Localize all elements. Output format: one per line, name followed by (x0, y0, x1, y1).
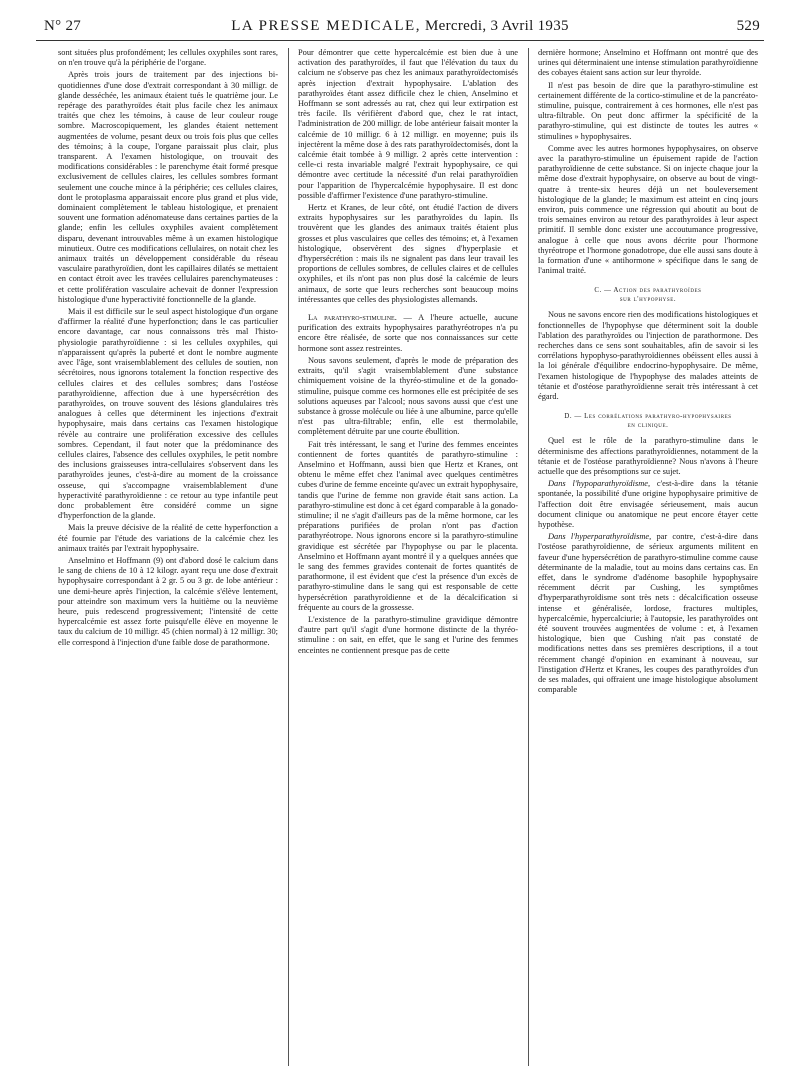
paragraph: Anselmino et Hoffmann (9) ont d'abord dosé le calcium dans le sang de chiens de 10 à 12 kilogr. ayant reçu une dose d'extrait hypophysaire correspondant à 2 gr. 5 ou 3 gr. de lobe antérieur : une demi-heure après l'injection, la calcémie s'élève lentement, pour atteindre son maximum vers la huitième ou la neuvième heure, puis redescend progressivement; l'intensité de cette hypercalcémie est assez forte puisqu'elle élève en moyenne le taux du calcium de 10 milligr. 45 (chien normal) à 12 milligr. 30; elle correspond à l'injection d'une faible dose de parathormone. (58, 555, 278, 647)
paragraph: Pour démontrer que cette hypercalcémie est bien due à une activation des parathyroïdes, il faut que l'élévation du taux du calcium ne s'observe pas chez les animaux parathyroïdectomisés après injection d'extrait hypophysaire. L'ablation des parathyroïdes étant assez difficile chez le chien, Anselmino et Hoffmann se sont adressés au rat, chez qui leur extirpation est très facile. Ils vérifièrent d'abord que, chez le rat intact, l'administration de 200 milligr. de lobe antérieur faisait monter la calcémie de 10 milligr. 6 à 12 milligr. en moyenne; puis ils injectèrent la même dose à des rats parathyroïdectomisés, dont la calcémie était tombée à 9 milligr. 2 après cette intervention : celle-ci resta invariable malgré l'extrait hypophysaire, ce qui démontre avec certitude la nécessité d'un relai parathyroïdien pour l'apparition de l'hypercalcémie hypophysaire. Il est donc possible d'affirmer l'existence d'une parathyro-stimuline. (298, 48, 518, 200)
run-in-heading: La parathyro-stimuline. (308, 313, 397, 323)
section-heading-c (538, 286, 758, 304)
text-column-3 (538, 48, 758, 1066)
paragraph (538, 479, 758, 530)
paragraph: Mais la preuve décisive de la réalité de cette hyperfonction a été fournie par l'étude des variations de la calcémie chez les animaux traités par l'extrait hypophysaire. (58, 523, 278, 553)
issue-number: N° 27 (44, 18, 82, 34)
text-column-1 (58, 48, 278, 1066)
paragraph: Nous ne savons encore rien des modifications histologiques et fonctionnelles de l'hypophyse que déterminent soit la double l'ablation des parathyroïdes ou l'injection de parathormone. Des recherches dans ce sens sont souhaitables, afin de savoir si les corrélations hypophyso-parathyroïdiennes obéissent elles aussi à la loi générale d'équilibre endocrino-hypophysaire. De même, l'examen histologique de l'hypophyse des malades atteints de tétanie et d'ostéose parathyroïdienne serait très intéressant à cet égard. (538, 310, 758, 402)
paragraph (298, 313, 518, 354)
paragraph-text: par contre, c'est-à-dire dans l'ostéose parathyroïdienne, de sérieux arguments militent en faveur d'une hypersécrétion de parathyro-stimuline comme cause déterminante de la maladie, tout au moins dans certains cas. En effet, dans le syndrome d'adénome basophile hypophysaire récemment décrit par Cushing, les symptômes d'hyperparathyroïdisme sont très nets : décalcification osseuse intense et généralisée, lordose, fractures multiples, hypercalcémie, hypercalciurie; à l'autopsie, les parathyroïdes ont été souvent trouvées augmentées de volume : et, à l'examen histologique, bien que Cushing n'ait pas constaté de modifications nettes dans ses premières descriptions, il a tout récemment changé d'opinion en examinant à nouveau, sur l'instigation d'Hertz et Kranes, les coupes des parathyroïdes d'un de ses malades, qui offraient une image histologique absolument comparable (538, 532, 758, 695)
running-title (36, 18, 764, 35)
section-heading-line: en clinique. (627, 422, 669, 430)
paragraph: Il n'est pas besoin de dire que la parathyro-stimuline est certainement différente de la cortico-stimuline et de la pancréato-stimuline, puisque, contrairement à ces hormones, elle n'est pas ultra-filtrable. On peut donc affirmer la spécificité de la parathyro-stimuline, qui est distincte de toutes les autres « stimulines » hypophysaires. (538, 80, 758, 141)
section-heading-d (538, 412, 758, 430)
emphasis: Dans l'hyperparathyroïdisme, (548, 532, 652, 542)
paragraph: Comme avec les autres hormones hypophysaires, on observe avec la parathyro-stimuline un épuisement rapide de l'action parathyroïdienne de cette substance. Si on injecte chaque jour la même dose d'extrait hypophysaire, on observe au bout de vingt-quatre à trente-six heures déjà un net bouleversement histologique de la glande; le maximum est atteint en cinq jours environ, puis commence une régression qui aboutit au bout de trois semaines environ au retour des parathyroïdes à leur aspect primitif. Il semble donc exister une accoutumance progressive, analogue à celle que nous avons décrite pour l'hormone thyréotrope et l'hormone gonadotrope, due elle aussi sans doute à la formation d'une « antihormone » spécifique dans le sang de l'animal traité. (538, 143, 758, 276)
section-heading-line: sur l'hypophyse. (619, 296, 677, 304)
paragraph-text: c'est-à-dire dans la tétanie spontanée, la possibilité d'une origine hypophysaire primitive de l'affection doit être envisagée sérieusement, mais aucun document clinique ou anatomique ne peut encore étayer cette hypothèse. (538, 479, 758, 529)
column-divider (528, 48, 529, 1066)
page-number: 529 (736, 18, 760, 34)
paragraph: Nous savons seulement, d'après le mode de préparation des extraits, qu'il s'agit vraisemblablement d'une substance chimiquement voisine de la thyréo-stimuline et de la gonado-stimuline, puisque comme ces hormones elle est précipitée de ses solutions aqueuses par l'alcool; nous savons aussi que c'est une substance à grosse molécule ou liée à une albumine, parce qu'elle n'est pas ultra-filtrable; enfin, elle est thermolabile, complètement détruite par une courte ébullition. (298, 355, 518, 437)
page-header (36, 16, 764, 41)
section-heading-line: C. — Action des parathyroïdes (594, 287, 702, 295)
paragraph: Quel est le rôle de la parathyro-stimuline dans le déterminisme des affections parathyroïdiennes, notamment de la tétanie et de l'ostéose parathyroïdienne? Nous n'avons à l'heure actuelle que des présomptions sur ce sujet. (538, 436, 758, 476)
paragraph: Après trois jours de traitement par des injections bi-quotidiennes d'une dose d'extrait correspondant à 30 milligr. de glande desséchée, les animaux étaient tués le quatrième jour. Le repérage des parathyroïdes était plus facile chez les animaux traités que chez les témoins, à cause de leur couleur rouge sombre. Macroscopiquement, les glandes étaient nettement augmentées de volume, pesant deux ou trois fois plus que celles des témoins; à la coupe, l'organe paraissait plus clair, plus transparent. A l'examen histologique, on trouvait des modifications considérables : le parenchyme était formé presque exclusivement de cellules claires, les cellules sombres formant seulement une couche mince à la périphérie; ces cellules claires, dont le protoplasma apparaissait encore plus grand et plus vide, dominaient complètement le tableau histologique, et prenaient souvent une formation adénomateuse dans certaines parties de la glande; enfin les cellules oxyphiles avaient complètement disparu, devenant introuvables même à un examen histologique minutieux. Outre ces modifications cellulaires, on notait chez les animaux traités un développement considérable du réseau vasculaire parathyroïdien, dont les capillaires dilatés se mettaient en contact étroit avec les travées cellulaires parenchymateuses : et cette prolifération vasculaire achevait de donner l'expression histologique d'une hyperactivité fonctionnelle de la glande. (58, 70, 278, 304)
paragraph: sont situées plus profondément; les cellules oxyphiles sont rares, on n'en trouve qu'à la périphérie de l'organe. (58, 48, 278, 68)
paragraph-text: — A l'heure actuelle, aucune purification des extraits hypophysaires parathyréotropes n'a pu encore être réalisée, de sorte que nos connaissances sur cette hormone sont assez restreintes. (298, 313, 518, 353)
paragraph: L'existence de la parathyro-stimuline gravidique démontre d'autre part qu'il s'agit d'une hormone distincte de la thyréo-stimuline : on sait, en effet, que le sang et l'urine des femmes enceintes ne contiennent presque pas de cette (298, 614, 518, 655)
paragraph: Fait très intéressant, le sang et l'urine des femmes enceintes contiennent de fortes quantités de parathyro-stimuline : Anselmino et Hoffmann, aussi bien que Hertz et Kranes, ont obtenu le même effet chez l'animal avec quelques centimètres cubes d'urine de femme enceinte qu'avec un extrait hypophysaire, tandis que l'urine de femme non gravide était sans action. La parathyro-stimuline est donc à cet égard comparable à la gonado-stimuline; il ne s'agit d'ailleurs pas de la même hormone, car les préparations purifiées de prolan n'ont pas d'action parathyréotrope. Nous ignorons encore si la parathyro-stimuline gravidique est sécrétée par l'hypophyse ou par le placenta. Anselmino et Hoffmann ayant montré il y a quelques années que le sang des femmes gravides contenait de fortes quantités de parathormone, il est évident que c'est la présence d'un excès de parathyro-stimuline dans le sang qui est responsable de cette hypersécrétion parathyroïdienne et de la décalcification si fréquente au cours de la grossesse. (298, 439, 518, 612)
issue-date: Mercredi, 3 Avril 1935 (425, 18, 569, 34)
paragraph (538, 532, 758, 695)
text-column-2 (298, 48, 518, 1066)
paragraph: Hertz et Kranes, de leur côté, ont étudié l'action de divers extraits hypophysaires sur les parathyroïdes du lapin. Ils trouvèrent que les glandes des animaux traités étaient plus grosses et plus vasculaires que celles des témoins; et, à l'examen histologique, observèrent des signes d'hyperplasie et d'hypersécrétion : mais ils ne signalent pas dans leur travail les proportions de cellules sombres, de cellules claires et de cellules oxyphiles, et ils n'ont pas non plus dosé la calcémie de leurs animaux, de sorte que leurs recherches sont beaucoup moins intéressantes que celles des physiologistes allemands. (298, 203, 518, 304)
journal-name: LA PRESSE MEDICALE, (231, 18, 421, 34)
paragraph: dernière hormone; Anselmino et Hoffmann ont montré que des urines qui déterminaient une intense stimulation parathyroïdienne des cobayes étaient sans action sur leur thyroïde. (538, 48, 758, 78)
paragraph: Mais il est difficile sur le seul aspect histologique d'un organe d'affirmer la réalité d'une hyperfonction; dans le cas particulier encore davantage, car nous connaissons très mal l'histo-physiologie parathyroïdienne : si les cellules oxyphiles, qui n'apparaissent qu'après la puberté et dont le nombre augmente avec l'âge, sont vraisemblablement des cellules de soutien, non sécrétoires, nous ignorons totalement la fonction respective des cellules claires et des cellules sombres; dans l'ostéose parathyroïdienne, affection due à une hypersécrétion des parathyroïdes, on trouve souvent des lésions glandulaires très analogues à celles que déterminent les injections d'extrait hypophysaire, mais dans certains cas l'examen histologique révèle au contraire une prolifération excessive des cellules sombres. Cependant, il faut noter que la prédominance des cellules claires, l'absence des cellules oxyphiles, le petit nombre des inclusions graisseuses intra-cellulaires s'observent dans les parathyroïdes jeunes, c'est-à-dire au moment de la croissance osseuse, qui s'accompagne vraisemblablement d'une hyperactivité parathyroïdienne : ce retour au type infantile peut donc probablement être considéré comme un signe d'hyperfonction de la glande. (58, 307, 278, 521)
emphasis: Dans l'hypoparathyroïdisme, (548, 479, 651, 489)
column-divider (288, 48, 289, 1066)
section-heading-line: D. — Les corrélations parathyro-hypophysaires (564, 413, 732, 421)
